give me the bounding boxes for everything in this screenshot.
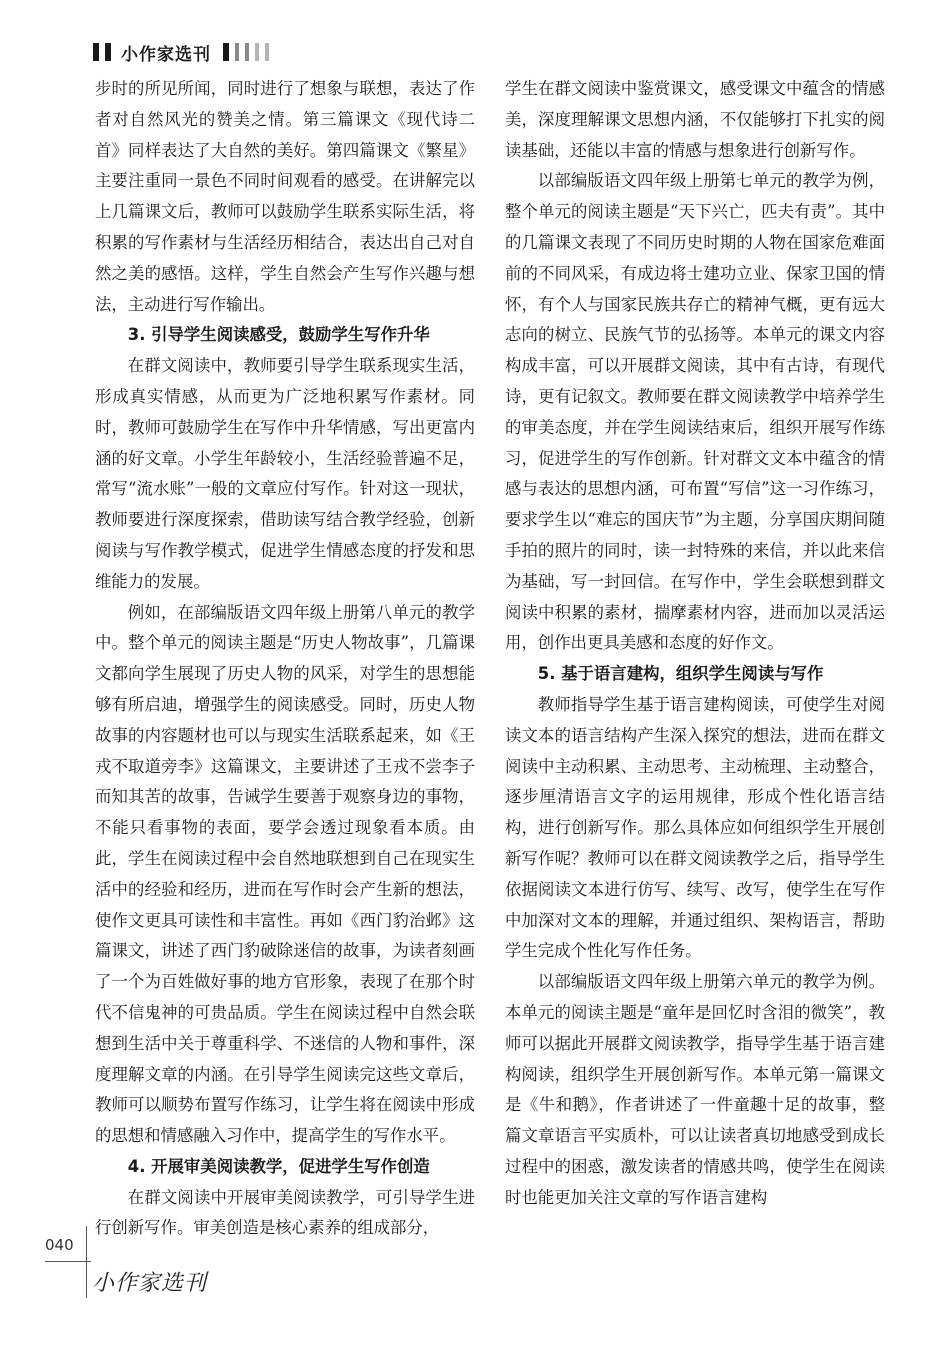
paragraph: 以部编版语文四年级上册第七单元的教学为例，整个单元的阅读主题是“天下兴亡，匹夫有责”。其中的几篇课文表现了不同历史时期的人物在国家危难面前的不同风采，有成边将士建功立业、保家卫国的情怀，有个人与国家民族共存亡的精神气概，更有远大志向的树立、民族气节的弘扬等。本单元的课文内容构成丰富，可以开展群文阅读，其中有古诗，有现代诗，更有记叙文。教师要在群文阅读教学中培养学生的审美态度，并在学生阅读结束后，组织开展写作练习，促进学生的写作创新。针对群文文本中蕴含的情感与表达的思想内涵，可布置“写信”这一习作练习，要求学生以“难忘的国庆节”为主题，分享国庆期间随手拍的照片的同时，读一封特殊的来信，并以此来信为基础，写一封回信。在写作中，学生会联想到群文阅读中积累的素材，揣摩素材内容，进而加以灵活运用，创作出更具美感和态度的好作文。 [505, 171, 885, 653]
paragraph: 步时的所见所闻，同时进行了想象与联想，表达了作者对自然风光的赞美之情。第三篇课文《现代诗二首》同样表达了大自然的美好。第四篇课文《繁星》主要注重同一景色不同时间观看的感受。在讲解完以上几篇课文后，教师可以鼓励学生联系实际生活，将积累的写作素材与生活经历相结合，表达出自己对自然之美的感悟。这样，学生自然会产生写作兴趣与想法，主动进行写作输出。 [95, 79, 475, 314]
section-heading-3: 3. 引导学生阅读感受，鼓励学生写作升华 [127, 325, 430, 345]
header-bar-icon [245, 43, 249, 61]
journal-title: 小作家选刊 [121, 44, 211, 65]
header-bar-icon [255, 43, 259, 61]
header-bar-icon [105, 43, 111, 61]
right-column [505, 74, 885, 1213]
paragraph: 在群文阅读中，教师要引导学生联系现实生活，形成真实情感，从而更为广泛地积累写作素材。同时，教师可鼓励学生在写作中升华情感，写出更富内涵的好文章。小学生年龄较小，生活经验普遍不足，常写“流水账”一般的文章应付写作。针对这一现状，教师要进行深度探索，借助读写结合教学经验，创新阅读与写作教学模式，促进学生情感态度的抒发和思维能力的发展。 [95, 356, 475, 591]
running-header [93, 40, 269, 64]
paragraph: 学生在群文阅读中鉴赏课文，感受课文中蕴含的情感美，深度理解课文思想内涵，不仅能够打下扎实的阅读基础，还能以丰富的情感与想象进行创新写作。 [505, 79, 885, 160]
paragraph: 在群文阅读中开展审美阅读教学，可引导学生进行创新写作。审美创造是核心素养的组成部分， [95, 1187, 475, 1238]
header-bar-icon [223, 43, 229, 61]
paragraph: 例如，在部编版语文四年级上册第八单元的教学中。整个单元的阅读主题是“历史人物故事”，几篇课文都向学生展现了历史人物的风采，对学生的思想能够有所启迪，增强学生的阅读感受。同时，历史人物故事的内容题材也可以与现实生活联系起来，如《王戎不取道旁李》这篇课文，主要讲述了王戎不尝李子而知其苦的故事，告诫学生要善于观察身边的事物，不能只看事物的表面，要学会透过现象看本质。由此，学生在阅读过程中会自然地联想到自己在现实生活中的经验和经历，进而在写作时会产生新的想法，使作文更具可读性和丰富性。再如《西门豹治邺》这篇课文，讲述了西门豹破除迷信的故事，为读者刻画了一个为百姓做好事的地方官形象，表现了在那个时代不信鬼神的可贵品质。学生在阅读过程中自然会联想到生活中关于尊重科学、不迷信的人物和事件，深度理解文章的内涵。在引导学生阅读完这些文章后，教师可以顺势布置写作练习，让学生将在阅读中形成的思想和情感融入习作中，提高学生的写作水平。 [95, 602, 475, 1146]
header-bar-icon [93, 43, 99, 61]
section-heading-4: 4. 开展审美阅读教学，促进学生写作创造 [127, 1156, 430, 1176]
header-bar-icon [265, 43, 269, 61]
footer-logo: 小作家选刊 [92, 1271, 208, 1296]
page-number: 040 [45, 1236, 74, 1254]
paragraph: 以部编版语文四年级上册第六单元的教学为例。本单元的阅读主题是“童年是回忆时含泪的微笑”，教师可以据此开展群文阅读教学，指导学生基于语言建构阅读，组织学生开展创新写作。本单元第一篇课文是《牛和鹅》，作者讲述了一件童趣十足的故事，整篇文章语言平实质朴，可以让读者真切地感受到成长过程中的困惑，激发读者的情感共鸣，使学生在阅读时也能更加关注文章的写作语言建构 [505, 972, 885, 1207]
section-heading-5: 5. 基于语言建构，组织学生阅读与写作 [537, 664, 824, 684]
header-bar-icon [235, 43, 239, 61]
footer-divider [86, 1226, 87, 1298]
footer-divider [45, 1261, 91, 1262]
left-column [95, 74, 475, 1244]
paragraph: 教师指导学生基于语言建构阅读，可使学生对阅读文本的语言结构产生深入探究的想法，进而在群文阅读中主动积累、主动思考、主动梳理、主动整合，逐步厘清语言文字的运用规律，形成个性化语言结构，进行创新写作。那么具体应如何组织学生开展创新写作呢？教师可以在群文阅读教学之后，指导学生依据阅读文本进行仿写、续写、改写，使学生在写作中加深对文本的理解，并通过组织、架构语言，帮助学生完成个性化写作任务。 [505, 694, 885, 961]
